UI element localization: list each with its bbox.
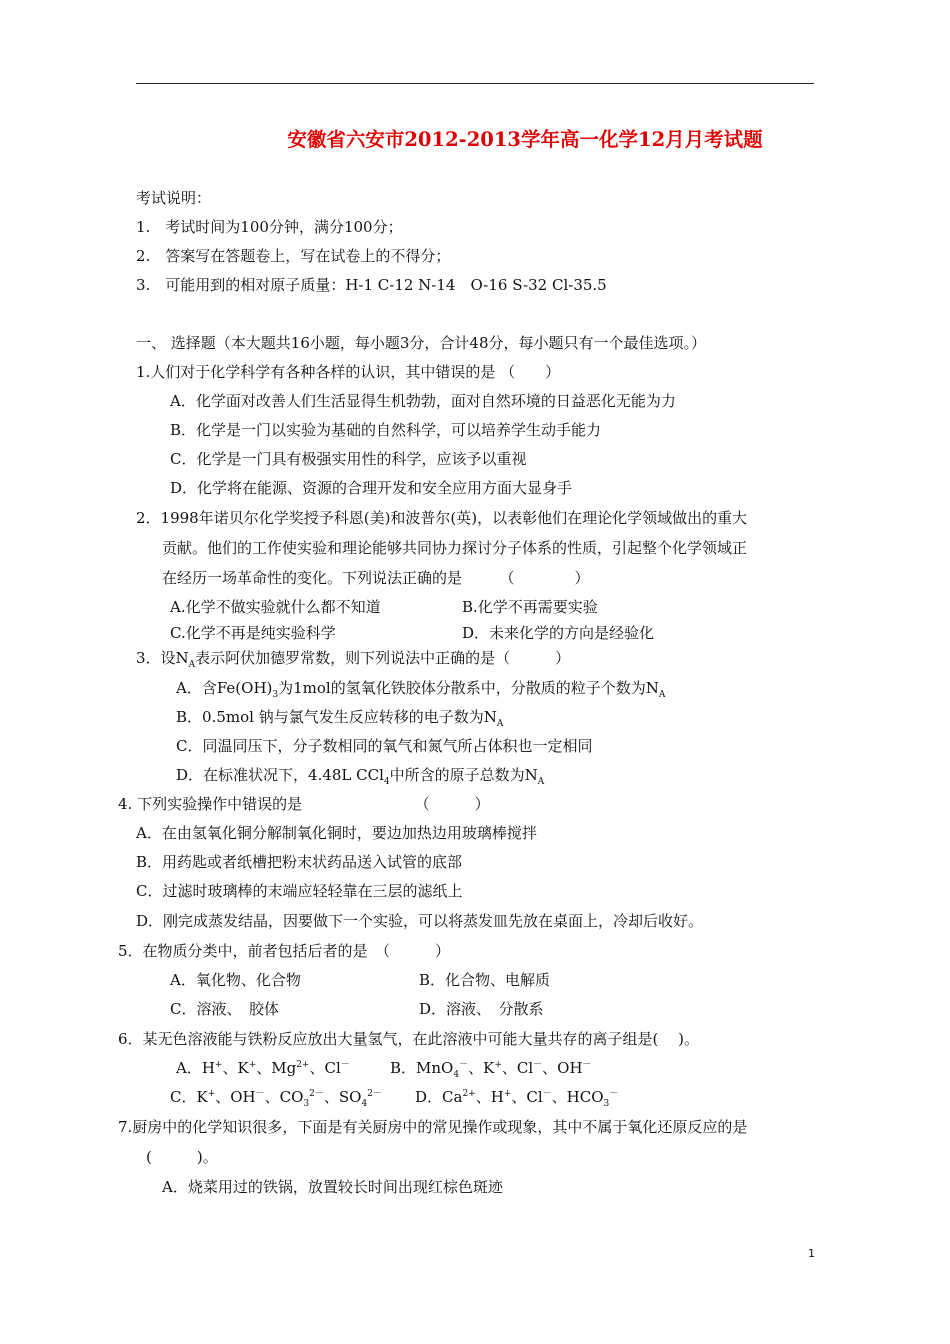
question-3-stem: 3．设$N_A$表示阿伏加德罗常数，则下列说法中正确的是（ ）	[136, 649, 571, 670]
section-heading: 一、 选择题（本大题共16小题，每小题3分，合计48分，每小题只有一个最佳选项。）	[136, 334, 706, 352]
question-5-option-c: C．溶液、 胶体	[170, 1000, 279, 1018]
question-7-stem: 7.厨房中的化学知识很多，下面是有关厨房中的常见操作或现象，其中不属于氧化还原反应的是	[118, 1118, 748, 1136]
question-6-option-c: C．K+、OH－、$CO_3^{2-}$、$SO_4^{2-}$	[170, 1088, 382, 1109]
question-6-stem: 6．某无色溶液能与铁粉反应放出大量氢气，在此溶液中可能大量共存的离子组是( )。	[118, 1030, 700, 1048]
question-5-stem: 5．在物质分类中，前者包括后者的是 （ ）	[118, 942, 451, 960]
note-2: 2. 答案写在答题卷上，写在试卷上的不得分；	[136, 247, 451, 265]
question-5-option-d: D．溶液、 分散系	[419, 1000, 544, 1018]
question-7-option-a: A．烧菜用过的铁锅，放置较长时间出现红棕色斑迹	[162, 1178, 503, 1196]
question-5-option-b: B．化合物、电解质	[419, 971, 551, 989]
question-1-option-b: B．化学是一门以实验为基础的自然科学，可以培养学生动手能力	[170, 421, 602, 439]
question-4-stem: 4. 下列实验操作中错误的是 （ ）	[118, 795, 490, 813]
question-1-option-d: D．化学将在能源、资源的合理开发和安全应用方面大显身手	[170, 479, 573, 497]
question-4-option-d: D．刚完成蒸发结晶，因要做下一个实验，可以将蒸发皿先放在桌面上，冷却后收好。	[136, 912, 704, 930]
page-title: 安徽省六安市2012-2013学年高一化学12月月考试题	[287, 128, 763, 151]
question-6-option-a: A．H+、K+、$Mg^{2+}$、Cl－	[176, 1059, 350, 1077]
question-3-option-c: C．同温同压下，分子数相同的氧气和氮气所占体积也一定相同	[176, 737, 593, 755]
question-1-option-c: C．化学是一门具有极强实用性的科学，应该予以重视	[170, 450, 527, 468]
question-4-option-a: A．在由氢氧化铜分解制氧化铜时，要边加热边用玻璃棒搅拌	[136, 824, 537, 842]
question-3-option-a: A．含$Fe(OH)_3$为1mol的氢氧化铁胶体分散系中，分散质的粒子个数为$N_A$	[176, 679, 666, 700]
question-2-stem-line-1: 2．1998年诺贝尔化学奖授予科恩(美)和波普尔(英)，以表彰他们在理论化学领域做出的重大	[136, 509, 748, 527]
question-4-option-b: B．用药匙或者纸槽把粉末状药品送入试管的底部	[136, 853, 463, 871]
question-1-stem: 1.人们对于化学科学有各种各样的认识，其中错误的是 （ ）	[136, 363, 561, 381]
question-3-option-b: B．0.5mol 钠与氯气发生反应转移的电子数为$N_A$	[176, 708, 504, 729]
note-3: 3. 可能用到的相对原子质量：H-1 C-12 N-14 O-16 S-32 Cl-35.5	[136, 276, 607, 294]
question-7-answer-paren: ( )。	[146, 1148, 218, 1166]
question-2-option-b: B.化学不再需要实验	[462, 598, 598, 616]
question-2-option-d: D．未来化学的方向是经验化	[462, 624, 655, 642]
note-1: 1. 考试时间为100分钟，满分100分；	[136, 218, 403, 236]
question-2-stem-line-3: 在经历一场革命性的变化。下列说法正确的是 （ ）	[162, 569, 590, 587]
question-3-option-d: D．在标准状况下，4.48L CCl$_4$中所含的原子总数为$N_A$	[176, 766, 545, 787]
question-2-option-c: C.化学不再是纯实验科学	[170, 624, 336, 642]
header-rule	[136, 83, 814, 84]
question-1-option-a: A．化学面对改善人们生活显得生机勃勃，面对自然环境的日益恶化无能为力	[170, 392, 676, 410]
question-4-option-c: C．过滤时玻璃棒的末端应轻轻靠在三层的滤纸上	[136, 882, 463, 900]
notes-heading: 考试说明：	[136, 189, 212, 207]
question-2-stem-line-2: 贡献。他们的工作使实验和理论能够共同协力探讨分子体系的性质，引起整个化学领域正	[162, 539, 748, 557]
question-5-option-a: A．氧化物、化合物	[170, 971, 301, 989]
question-6-option-d: D．$Ca^{2+}$、H+、Cl－、$HCO_3^-$	[415, 1088, 619, 1109]
question-6-option-b: B．MnO$_4$－、K+、Cl－、OH－	[390, 1059, 592, 1080]
page-number: 1	[808, 1247, 815, 1260]
question-2-option-a: A.化学不做实验就什么都不知道	[170, 598, 381, 616]
